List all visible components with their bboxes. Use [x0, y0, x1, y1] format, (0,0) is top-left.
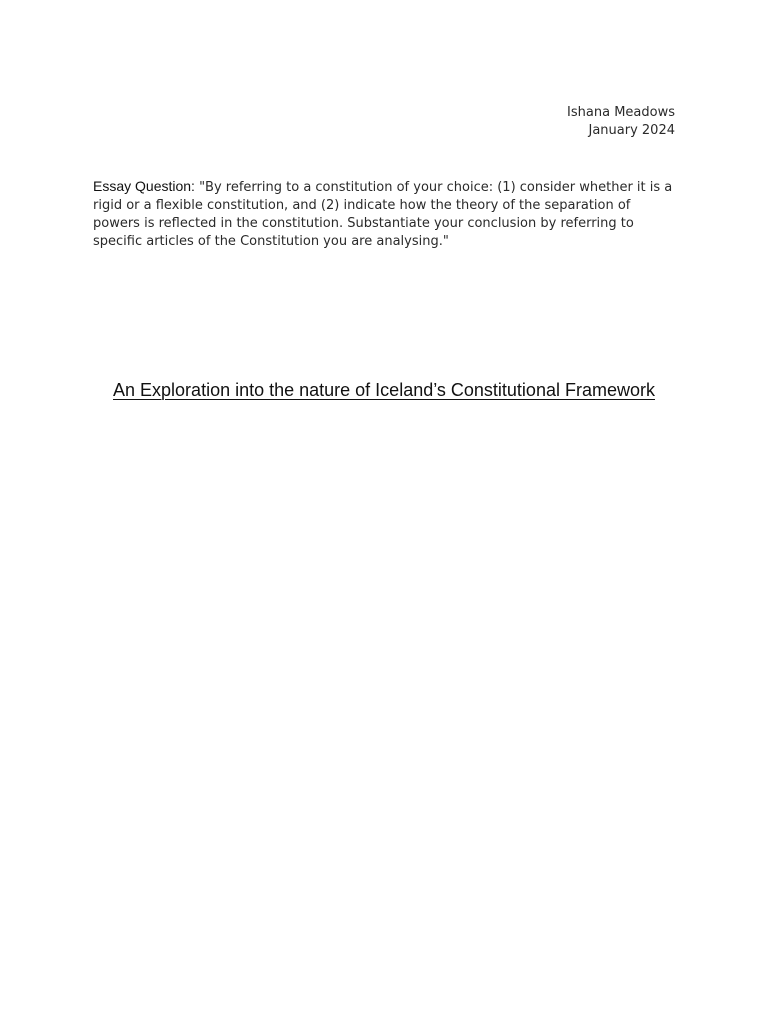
author-info — [567, 104, 675, 140]
document-date: January 2024 — [588, 123, 675, 138]
document-title — [0, 378, 768, 402]
document-title-text: An Exploration into the nature of Iceland’s Constitutional Framework — [113, 380, 655, 400]
essay-question-text: "By referring to a constitution of your choice: (1) consider whether it is a rigid or a flexible constitution, and (2) indicate how the theory of the separation of powers is reflected in the constitution. Substantiate your conclusion by referring to specific articles of the Constitution you are analysing." — [93, 180, 673, 249]
essay-question — [93, 177, 675, 251]
essay-question-label: Essay Question: — [93, 178, 195, 194]
author-name: Ishana Meadows — [567, 105, 675, 120]
